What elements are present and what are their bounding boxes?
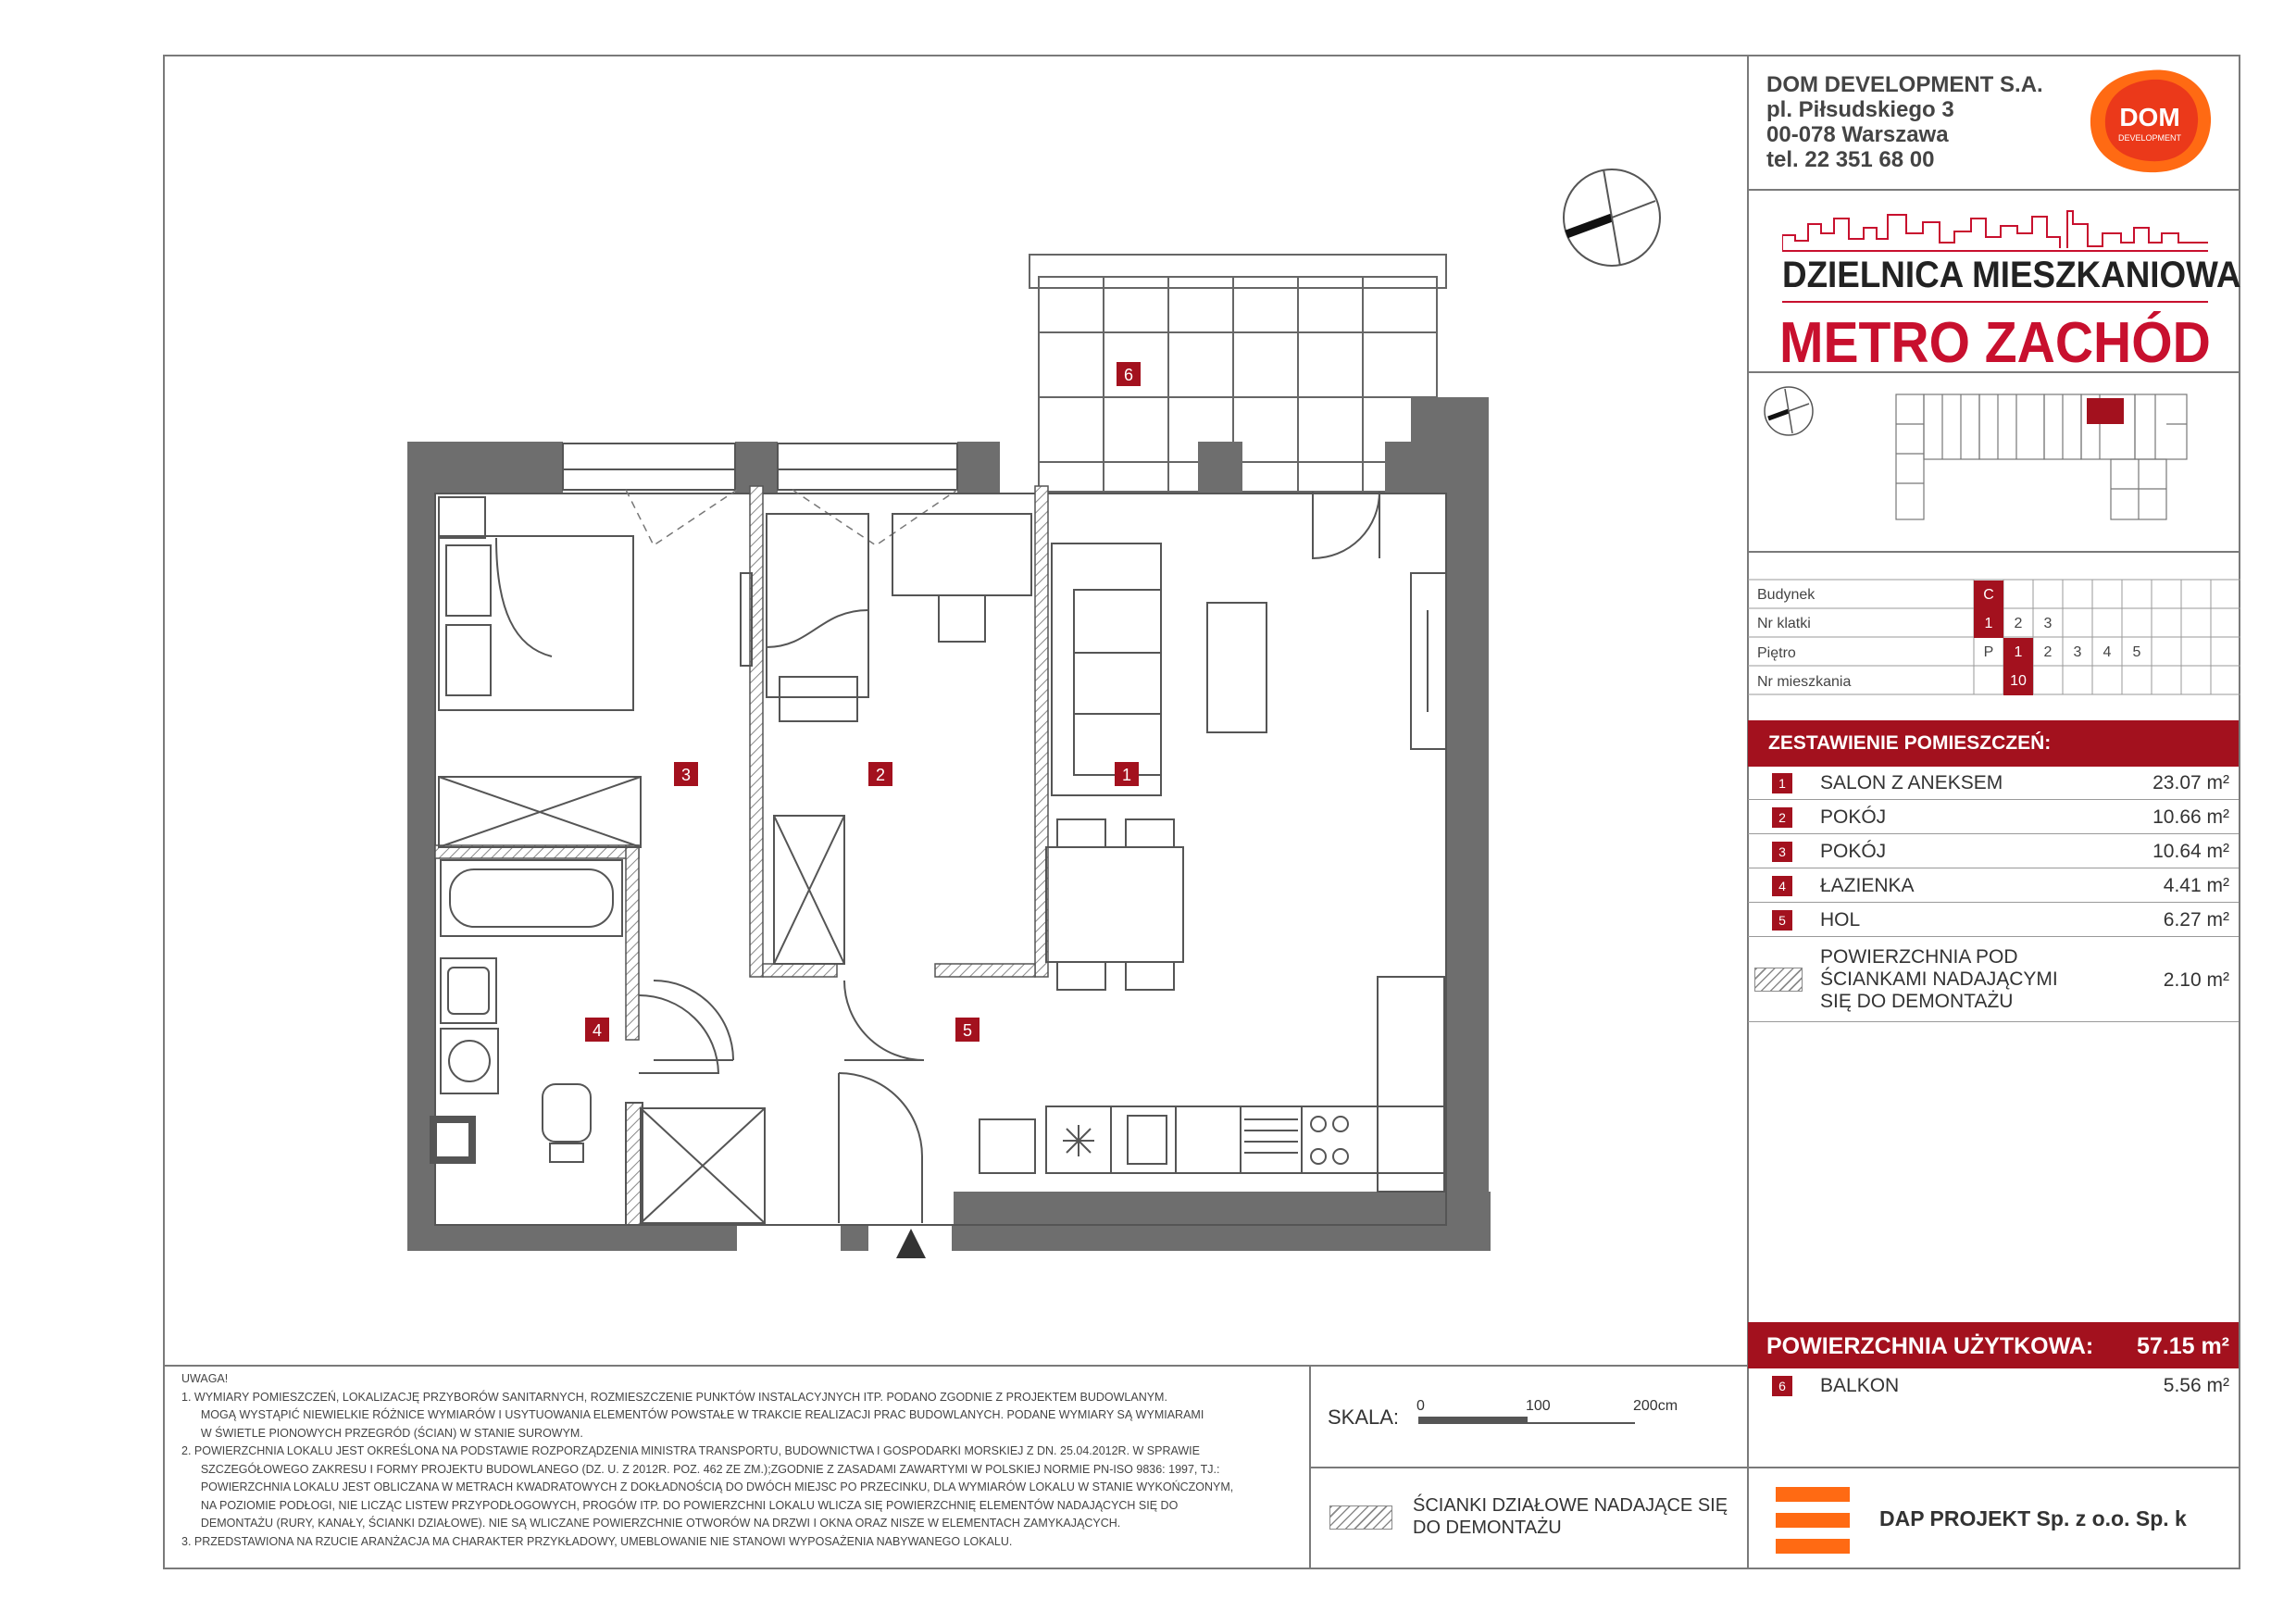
total-area-bar xyxy=(1748,1322,2239,1368)
compass-icon xyxy=(1564,169,1660,266)
room-tag-5: 5 xyxy=(962,1021,973,1040)
room-tag-1: 1 xyxy=(1121,766,1132,784)
room-name: SALON Z ANEKSEM xyxy=(1820,772,2003,793)
balcony-row xyxy=(1748,1368,2239,1403)
budynek-cell: C xyxy=(1974,581,2003,609)
note-line: DEMONTAŻU (RURY, KANAŁY, ŚCIANKI DZIAŁOWE). NIE SĄ WLICZANE POWIERZCHNIE OTWORÓW NA DRZWI I OKNA ORAZ NISZE W ELEMENTACH ZAMYKAJĄCYCH. xyxy=(181,1517,1121,1530)
pietro-cell: 1 xyxy=(2003,638,2033,667)
room-tag-6: 6 xyxy=(1123,366,1134,384)
note-line: 1. WYMIARY POMIESZCZEŃ, LOKALIZACJĘ PRZYBORÓW SANITARNYCH, ROZMIESZCZENIE PUNKTÓW INSTALACYJNYCH ITP. PODANO ZGODNIE Z PROJEKTEM BUDOWLANYM. xyxy=(181,1390,1167,1404)
scale-bar-empty xyxy=(1528,1417,1635,1424)
legend-line: DO DEMONTAŻU xyxy=(1413,1518,1562,1538)
room-name: ŁAZIENKA xyxy=(1820,875,1915,896)
room-area: 4.41 m² xyxy=(2163,875,2229,896)
note-line: 3. PRZEDSTAWIONA NA RZUCIE ARANŻACJA MA CHARAKTER PRZYKŁADOWY, UMEBLOWANIE NIE STANOWI WYPOSAŻENIA NABYWANEGO LOKALU. xyxy=(181,1534,1013,1548)
note-line: NA POZIOMIE PODŁOGI, NIE LICZĄC LISTEW PRZYPODŁOGOWYCH, PROGÓW ITP. DO POWIERZCHNI LOKALU WLICZA SIĘ POWIERZCHNIĘ ELEMENTÓW NADAJĄCYCH SIĘ DO xyxy=(181,1498,1179,1512)
legend-text xyxy=(1413,1494,1728,1539)
project-title-line1: DZIELNICA MIESZKANIOWA xyxy=(1782,255,2241,295)
note-line: POWIERZCHNIA LOKALU JEST OBLICZANA W METRACH KWADRATOWYCH Z DOKŁADNOŚCIĄ DO DWÓCH MIEJSC PO PRZECINKU, DLA WYMIARÓW LOKALU W STANIE WYKOŃCZONYM, xyxy=(181,1480,1234,1493)
room-name: HOL xyxy=(1820,909,1861,931)
room-row xyxy=(1748,766,2239,800)
room-tag-3: 3 xyxy=(680,766,692,784)
walls-area: 2.10 m² xyxy=(2163,969,2229,991)
compass-small-icon xyxy=(1761,383,1816,439)
title-underline xyxy=(1782,301,2208,303)
company-city: 00-078 Warszawa xyxy=(1766,122,1949,147)
walls-label-line: SIĘ DO DEMONTAŻU xyxy=(1820,991,2014,1012)
room-area: 6.27 m² xyxy=(2163,909,2229,931)
company-phone: tel. 22 351 68 00 xyxy=(1766,147,1935,172)
klatka-label: Nr klatki xyxy=(1757,616,1811,631)
dap-logo xyxy=(1776,1487,1850,1554)
exterior-walls xyxy=(407,397,1491,1251)
rooms-header: ZESTAWIENIE POMIESZCZEŃ: xyxy=(1748,720,2239,767)
divider xyxy=(1747,189,2240,191)
budynek-label: Budynek xyxy=(1757,587,1816,603)
walls-row xyxy=(1748,937,2239,1022)
room-number: 1 xyxy=(1772,773,1792,793)
room-number: 2 xyxy=(1772,807,1792,828)
room-area: 23.07 m² xyxy=(2152,772,2229,793)
notes-block xyxy=(181,1370,1292,1551)
klatka-cell: 1 xyxy=(1974,609,2003,638)
pietro-cell: 2 xyxy=(2043,643,2053,660)
architect-name: DAP PROJEKT Sp. z o.o. Sp. k xyxy=(1879,1506,2187,1530)
room-name: BALKON xyxy=(1820,1375,1900,1396)
divider xyxy=(1747,551,2240,553)
walls-label-line: POWIERZCHNIA POD xyxy=(1820,946,2018,968)
total-label: POWIERZCHNIA UŻYTKOWA: xyxy=(1766,1333,2094,1359)
entrance-arrow-icon xyxy=(896,1229,926,1258)
building-key-plan xyxy=(1889,387,2203,526)
pietro-cell: 3 xyxy=(2073,643,2082,660)
pietro-cell: P xyxy=(1983,643,1994,660)
room-tag-2: 2 xyxy=(875,766,886,784)
room-area: 10.66 m² xyxy=(2152,806,2229,828)
scale-label: SKALA: xyxy=(1328,1405,1400,1429)
klatka-cell: 2 xyxy=(2014,615,2023,631)
room-number: 4 xyxy=(1772,876,1792,896)
room-row xyxy=(1748,903,2239,937)
total-value: 57.15 m² xyxy=(2136,1333,2229,1359)
pietro-cell: 4 xyxy=(2103,643,2112,660)
room-area: 5.56 m² xyxy=(2163,1375,2229,1396)
skyline-graphic xyxy=(1782,206,2208,252)
doors xyxy=(626,981,924,1225)
walls-label-line: ŚCIANKAMI NADAJĄCYMI xyxy=(1820,968,2058,990)
notes-title: UWAGA! xyxy=(181,1372,229,1385)
walls-label xyxy=(1820,946,2058,1013)
note-line: MOGĄ WYSTĄPIĆ NIEWIELKIE RÓŻNICE WYMIARÓW I USYTUOWANIA ELEMENTÓW POWSTAŁE W TRAKCIE REALIZACJI PRAC BUDOWLANYCH. PODANE WYMIARY SĄ WYMIARAMI xyxy=(181,1408,1204,1421)
project-title-line2: METRO ZACHÓD xyxy=(1779,311,2211,375)
divider xyxy=(1309,1467,2240,1468)
company-street: pl. Piłsudskiego 3 xyxy=(1766,97,1954,122)
walls-hatch-swatch xyxy=(1754,968,1803,992)
floor-plan xyxy=(163,55,1746,1364)
room-row xyxy=(1748,868,2239,903)
note-line: 2. POWIERZCHNIA LOKALU JEST OKREŚLONA NA PODSTAWIE ROZPORZĄDZENIA MINISTRA TRANSPORTU, BUDOWNICTWA I GOSPODARKI MORSKIEJ Z DN. 25.04.2012R. W SPRAWIE xyxy=(181,1444,1200,1457)
room-name: POKÓJ xyxy=(1820,806,1887,828)
note-line: SZCZEGÓŁOWEGO ZAKRESU I FORMY PROJEKTU BUDOWLANEGO (DZ. U. Z 2012R. POZ. 462 ZE ZM.);ZGODNIE Z ZASADAMI ZAWARTYMI W POLSKIEJ NORMIE PN-ISO 9836: 1997, TJ.: xyxy=(181,1462,1220,1476)
room-row xyxy=(1748,834,2239,868)
company-info xyxy=(1766,72,2043,172)
pietro-label: Piętro xyxy=(1757,645,1796,661)
scale-tick-0: 0 xyxy=(1416,1398,1425,1414)
room-area: 10.64 m² xyxy=(2152,841,2229,862)
room-number: 6 xyxy=(1772,1376,1792,1396)
room-tag-4: 4 xyxy=(592,1021,603,1040)
room-number: 5 xyxy=(1772,910,1792,931)
scale-bar-filled xyxy=(1418,1417,1528,1424)
dom-development-logo xyxy=(2085,67,2215,176)
scale-tick-100: 100 xyxy=(1526,1398,1551,1414)
mieszkanie-cell: 10 xyxy=(2003,667,2033,695)
pietro-cell: 5 xyxy=(2132,643,2141,660)
note-line: W ŚWIETLE PIONOWYCH PRZEGRÓD (ŚCIAN) W STANIE SUROWYM. xyxy=(181,1426,583,1440)
legend-line: ŚCIANKI DZIAŁOWE NADAJĄCE SIĘ xyxy=(1413,1495,1728,1516)
legend-hatch-swatch xyxy=(1329,1505,1392,1530)
room-row xyxy=(1748,800,2239,834)
klatka-cell: 3 xyxy=(2043,615,2053,631)
logo-text-top: DOM xyxy=(2119,103,2180,131)
logo-text-bottom: DEVELOPMENT xyxy=(2117,133,2182,143)
mieszkanie-label: Nr mieszkania xyxy=(1757,674,1852,690)
room-name: POKÓJ xyxy=(1820,841,1887,862)
company-name: DOM DEVELOPMENT S.A. xyxy=(1766,72,2043,97)
room-number: 3 xyxy=(1772,842,1792,862)
scale-tick-200: 200cm xyxy=(1633,1398,1678,1414)
